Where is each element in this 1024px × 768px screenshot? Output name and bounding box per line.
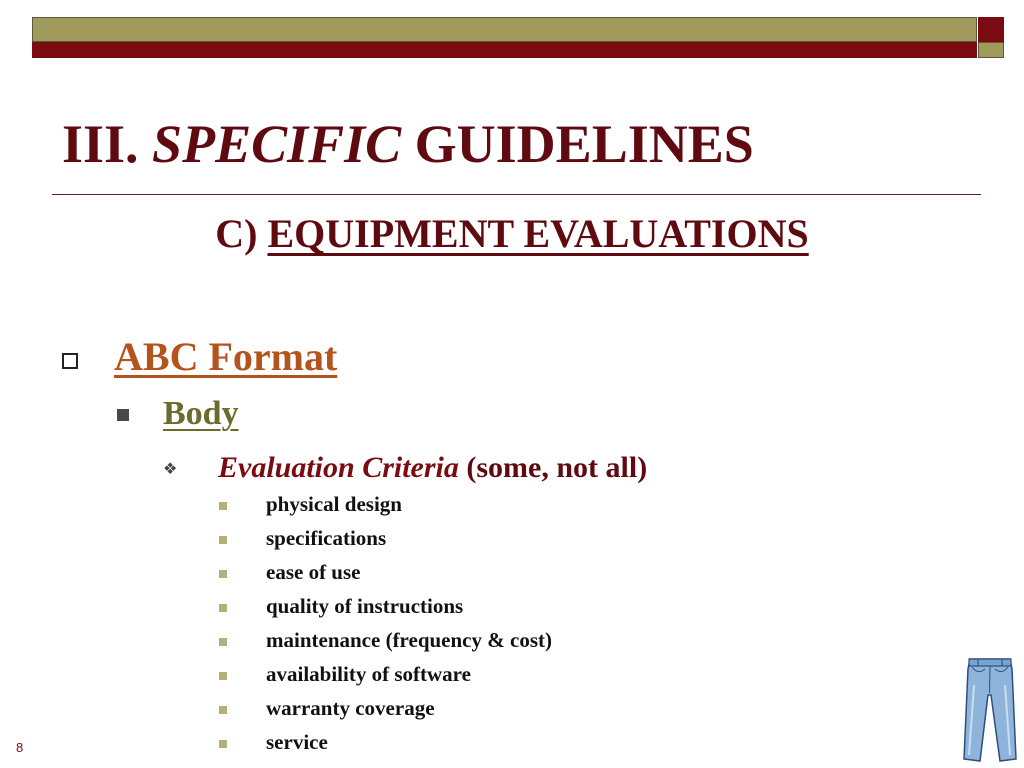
criteria-item-label: warranty coverage	[266, 696, 435, 720]
level3-rest: (some, not all)	[458, 451, 648, 484]
small-square-bullet-icon	[219, 536, 227, 544]
criteria-item-label: maintenance (frequency & cost)	[266, 628, 552, 652]
list-item	[215, 628, 635, 662]
title-divider	[52, 194, 981, 195]
list-item	[215, 730, 635, 764]
page-number: 8	[16, 740, 24, 755]
list-item	[215, 526, 635, 560]
level2-label: Body	[163, 395, 239, 432]
title-prefix: III.	[62, 114, 153, 174]
subtitle-underlined: EQUIPMENT EVALUATIONS	[267, 211, 809, 256]
header-band-olive	[32, 17, 977, 42]
criteria-item-label: quality of instructions	[266, 594, 464, 618]
small-square-bullet-icon	[219, 638, 227, 646]
list-item	[215, 492, 635, 526]
criteria-item-label: ease of use	[266, 560, 361, 584]
small-square-bullet-icon	[219, 740, 227, 748]
level3-text	[218, 450, 647, 486]
small-square-bullet-icon	[219, 502, 227, 510]
small-square-bullet-icon	[219, 570, 227, 578]
small-square-bullet-icon	[219, 672, 227, 680]
title-italic: SPECIFIC	[152, 114, 402, 174]
subtitle-prefix: C)	[215, 211, 268, 256]
header-square-maroon	[978, 17, 1004, 42]
filled-square-bullet-icon	[117, 409, 129, 421]
list-item	[215, 560, 635, 594]
list-item	[215, 662, 635, 696]
jeans-clipart-icon	[958, 655, 1022, 763]
header-square-olive	[978, 42, 1004, 58]
criteria-item-label: service	[266, 730, 328, 754]
slide-subtitle	[0, 210, 1024, 258]
small-square-bullet-icon	[219, 604, 227, 612]
criteria-item-label: specifications	[266, 526, 387, 550]
criteria-item-label: availability of software	[266, 662, 471, 686]
title-suffix: GUIDELINES	[401, 114, 754, 174]
list-item	[215, 696, 635, 730]
list-item	[215, 594, 635, 628]
level1-label: ABC Format	[114, 334, 338, 379]
level3-italic: Evaluation Criteria	[218, 451, 459, 484]
criteria-list	[215, 492, 635, 764]
diamond-bullet-icon: ❖	[163, 459, 178, 478]
small-square-bullet-icon	[219, 706, 227, 714]
criteria-item-label: physical design	[266, 492, 402, 516]
slide-title	[62, 112, 754, 177]
hollow-square-bullet-icon	[62, 353, 78, 369]
header-band-maroon	[32, 42, 977, 58]
